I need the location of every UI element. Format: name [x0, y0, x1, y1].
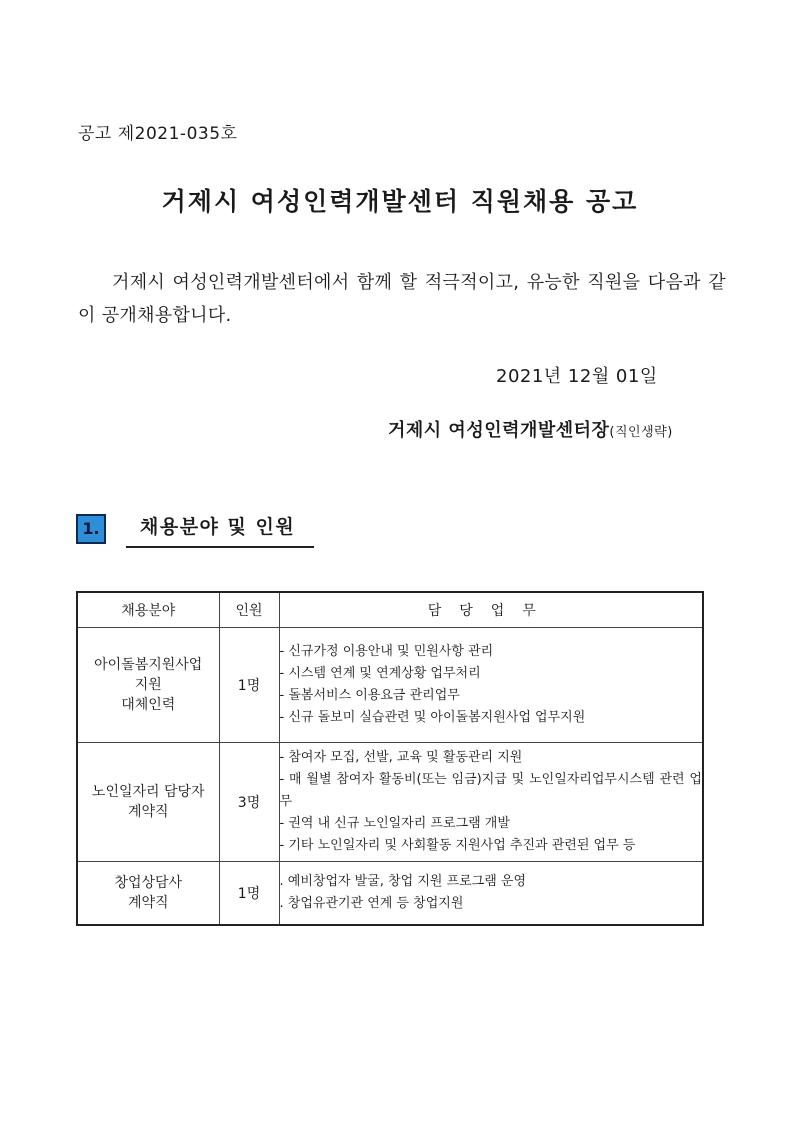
- count-cell: 1명: [219, 862, 279, 926]
- duty-cell: [279, 862, 703, 926]
- signer-name: 거제시 여성인력개발센터장: [388, 420, 610, 441]
- duty-item: - 권역 내 신규 노인일자리 프로그램 개발: [279, 816, 510, 831]
- field-cell: [77, 743, 219, 862]
- header-field: 채용분야: [77, 592, 219, 628]
- field-cell: [77, 628, 219, 743]
- table-row: [77, 628, 703, 743]
- duty-item: - 신규 돌보미 실습관련 및 아이돌봄지원사업 업무지원: [279, 710, 586, 725]
- section-number-badge: 1.: [76, 514, 106, 544]
- header-duty: 담당업무: [279, 592, 703, 628]
- duty-cell: [279, 743, 703, 862]
- duty-item: . 예비창업자 발굴, 창업 지원 프로그램 운영: [279, 874, 527, 889]
- table-row: [77, 862, 703, 926]
- duty-item: - 돌봄서비스 이용요금 관리업무: [279, 688, 460, 703]
- field-line: 계약직: [127, 895, 169, 911]
- field-line: 아이돌봄지원사업: [94, 657, 203, 673]
- page-title: 거제시 여성인력개발센터 직원채용 공고: [161, 187, 639, 216]
- table-header-row: [77, 592, 703, 628]
- duty-item: - 신규가정 이용안내 및 민원사항 관리: [279, 644, 494, 659]
- duty-item: - 참여자 모집, 선발, 교육 및 활동관리 지원: [279, 750, 523, 765]
- intro-paragraph: 거제시 여성인력개발센터에서 함께 할 적극적이고, 유능한 직원을 다음과 같이 공개채용합니다.: [78, 272, 726, 326]
- duty-item: - 기타 노인일자리 및 사회활동 지원사업 추진과 관련된 업무 등: [279, 838, 636, 853]
- section-heading: [76, 510, 314, 550]
- field-line: 창업상담사: [114, 875, 183, 891]
- table-row: [77, 743, 703, 862]
- field-cell: [77, 862, 219, 926]
- count-cell: 3명: [219, 743, 279, 862]
- field-line: 계약직: [127, 804, 169, 820]
- header-count: 인원: [219, 592, 279, 628]
- notice-date: 2021년 12월 01일: [496, 366, 658, 387]
- signer: [388, 416, 673, 442]
- signer-note: (직인생략): [609, 425, 673, 440]
- field-line: 지원: [134, 677, 162, 693]
- recruitment-table: [76, 591, 704, 926]
- notice-number: 공고 제2021-035호: [78, 124, 238, 144]
- field-line: 대체인력: [121, 697, 176, 713]
- duty-item: . 창업유관기관 연계 등 창업지원: [279, 896, 464, 911]
- field-line: 노인일자리 담당자: [91, 784, 205, 800]
- section-title: 채용분야 및 인원: [126, 510, 314, 548]
- duty-cell: [279, 628, 703, 743]
- count-cell: 1명: [219, 628, 279, 743]
- duty-item: - 시스템 연계 및 연계상황 업무처리: [279, 666, 481, 681]
- duty-item: - 매 월별 참여자 활동비(또는 임금)지급 및 노인일자리업무시스템 관련 업무: [279, 772, 702, 809]
